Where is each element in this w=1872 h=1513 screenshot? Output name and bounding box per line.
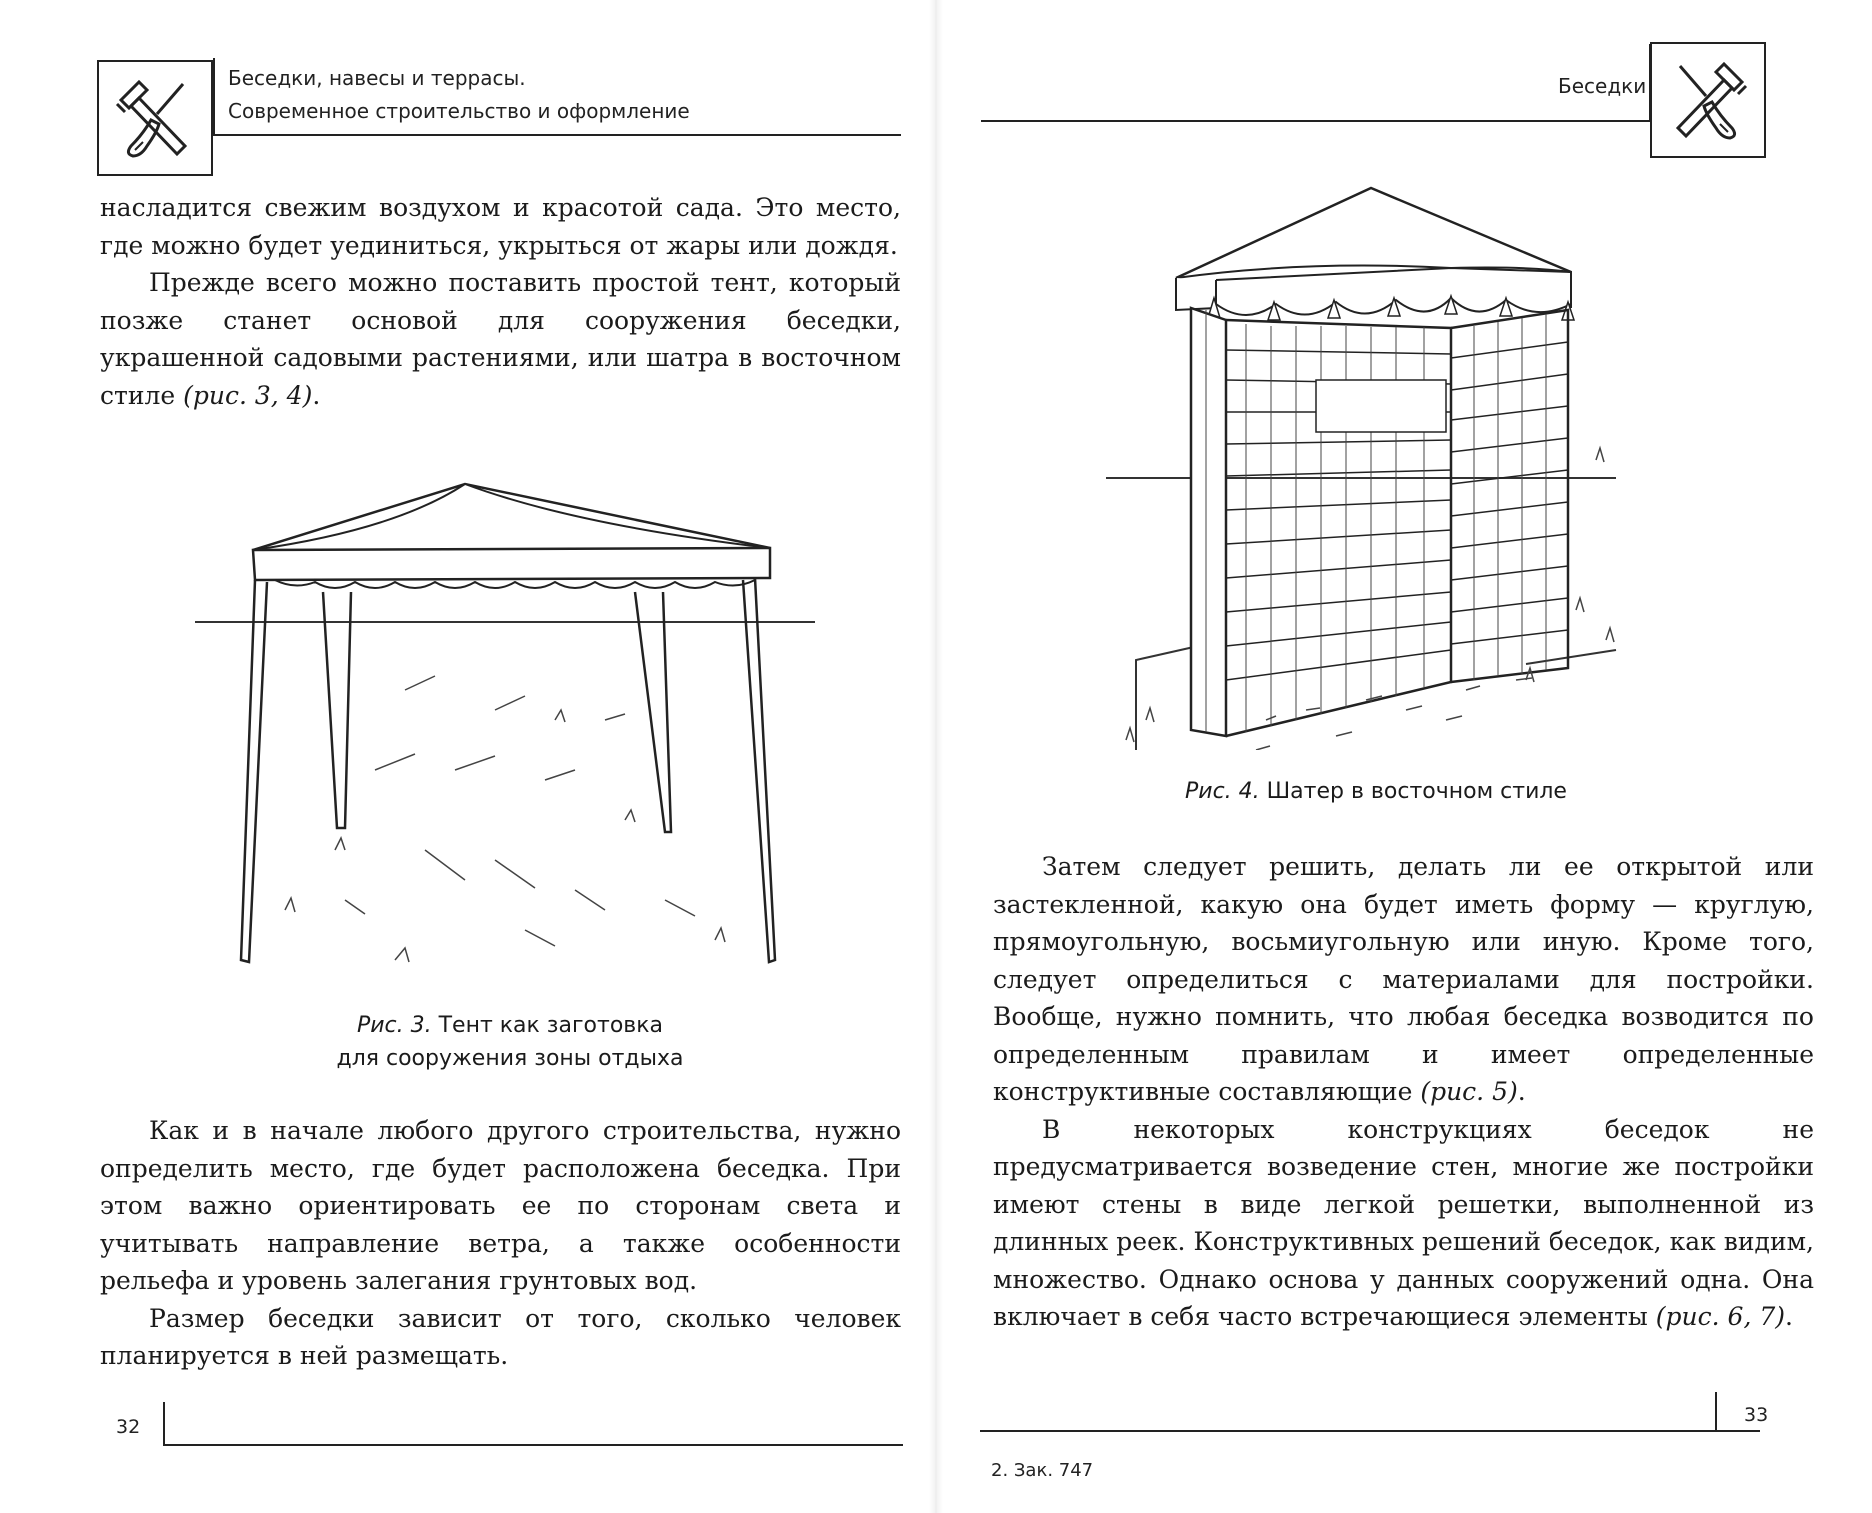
caption-line1	[160, 1009, 860, 1042]
figure-reference: (рис. 3, 4)	[183, 380, 313, 410]
figure-3-tent	[195, 470, 835, 990]
caption-text: Тент как заготовка	[438, 1013, 664, 1038]
paragraph	[100, 264, 901, 414]
footer-rule-right-vertical	[1715, 1392, 1717, 1432]
hammer-screwdriver-icon	[1652, 44, 1764, 156]
tent-illustration	[195, 470, 835, 990]
figure-reference: (рис. 5)	[1420, 1077, 1518, 1106]
punctuation: .	[1517, 1077, 1526, 1106]
running-head-right: Беседки	[1558, 74, 1647, 98]
paragraph: Размер беседки зависит от того, сколько человек планируется в ней размещать.	[100, 1303, 901, 1370]
paragraph	[993, 848, 1814, 1111]
figure-3-caption	[160, 1009, 860, 1075]
paragraph: Как и в начале любого другого строительства, нужно определить место, где будет расположена беседка. При этом важно ориентировать ее по сторонам света и учитывать направление ветра, а также особенности рельефа и уровень залегания грунтовых вод.	[100, 1116, 901, 1295]
punctuation: .	[312, 380, 321, 410]
caption-line2: для сооружения зоны отдыха	[336, 1046, 684, 1071]
punctuation: .	[1785, 1302, 1793, 1331]
paragraph	[993, 1111, 1814, 1336]
figure-label: Рис. 3.	[356, 1013, 432, 1038]
footer-rule-left	[163, 1444, 903, 1446]
signature-mark: 2. Зак. 747	[991, 1460, 1094, 1481]
header-rule-left	[213, 134, 901, 136]
pavilion-illustration	[1106, 180, 1636, 750]
header-rule-left-vertical	[213, 58, 215, 136]
paragraph-text: Прежде всего можно поставить простой тент, который позже станет основой для сооружения беседки, украшенной садовыми растениями, или шатра в восточном стиле	[100, 268, 901, 410]
running-head-line1: Беседки, навесы и террасы.	[228, 66, 526, 90]
page-number-right: 33	[1744, 1404, 1769, 1426]
body-text-top-left	[100, 189, 901, 414]
body-text-right	[993, 848, 1814, 1336]
logo-box-right	[1650, 42, 1766, 158]
caption-text: Шатер в восточном стиле	[1266, 779, 1567, 804]
page-number-left: 32	[116, 1416, 141, 1438]
footer-rule-right	[980, 1430, 1760, 1432]
paragraph-text: В некоторых конструкциях беседок не предусматривается возведение стен, многие же постройки имеют стены в виде легкой решетки, выполненной из длинных реек. Конструктивных решений беседок, как видим, множество. Однако основа у данных сооружений одна. Она включает в себя часто встречающиеся элементы	[993, 1114, 1814, 1331]
paragraph: насладится свежим воздухом и красотой сада. Это место, где можно будет уединиться, укрыться от жары или дождя.	[100, 193, 901, 260]
footer-rule-left-vertical	[163, 1402, 165, 1446]
body-text-bottom-left	[100, 1112, 901, 1375]
header-rule-right	[981, 120, 1651, 122]
hammer-screwdriver-icon	[99, 62, 211, 174]
figure-4-caption	[1026, 775, 1726, 808]
logo-box-left	[97, 60, 213, 176]
running-head-left	[228, 62, 690, 128]
running-head-line2: Современное строительство и оформление	[228, 99, 690, 123]
figure-label: Рис. 4.	[1185, 779, 1260, 804]
paragraph-text: Затем следует решить, делать ли ее открытой или застекленной, какую она будет иметь форму — круглую, прямоугольную, восьмиугольную или иную. Кроме того, следует определиться с материалами для постройки. Вообще, нужно помнить, что любая беседка возводится по определенным правилам и имеет определенные конструктивные составляющие	[993, 852, 1814, 1106]
figure-4-pavilion	[1106, 180, 1636, 750]
figure-reference: (рис. 6, 7)	[1655, 1302, 1785, 1331]
right-page	[936, 0, 1872, 1513]
